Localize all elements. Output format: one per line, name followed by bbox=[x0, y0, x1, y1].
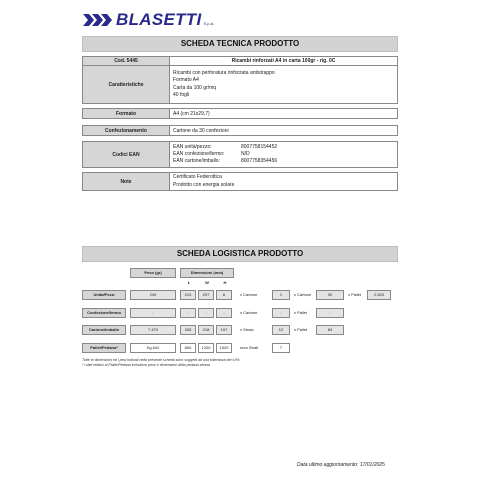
confezionamento-label: Confezionamento bbox=[83, 126, 170, 136]
company-logo bbox=[83, 10, 214, 30]
dim-w-cell: - bbox=[198, 308, 214, 318]
feature-line: Carta da 100 gr/mq bbox=[173, 84, 217, 91]
note-line: Certificato Federottica bbox=[173, 174, 222, 181]
dim-l-cell: 305 bbox=[180, 325, 196, 335]
feature-line: Formato A4 bbox=[173, 77, 199, 84]
ean-value: N/D bbox=[241, 150, 250, 157]
dim-l-cell: 210 bbox=[180, 290, 196, 300]
ean-value: 8007758154452 bbox=[241, 143, 278, 150]
w-header: W bbox=[205, 280, 209, 285]
row-label-cartone: Cartone/imballo bbox=[82, 325, 126, 335]
feature-line: 40 fogli bbox=[173, 91, 190, 98]
note-label: Note bbox=[83, 173, 170, 191]
formato-label: Formato bbox=[83, 109, 170, 119]
note-line: * I dati relativi al Pallet/Pedana includono peso e dimensioni della pedana stessa bbox=[82, 363, 211, 367]
logistic-notes bbox=[82, 358, 402, 368]
ean-value: 8007758354456 bbox=[241, 158, 278, 165]
ean-entry bbox=[173, 158, 394, 165]
ean-key: EAN unità/pezzo: bbox=[173, 143, 212, 150]
row-label-confezione: Confezione/fermo bbox=[82, 308, 126, 318]
qty-tag: x Pallet bbox=[348, 292, 362, 297]
weight-cell: 249 bbox=[130, 290, 176, 300]
note-value bbox=[170, 173, 398, 191]
dim-h-cell: 6 bbox=[216, 290, 232, 300]
ean-entry bbox=[173, 144, 394, 151]
qty-tag: x Cartone bbox=[294, 292, 312, 297]
dimensions-header: Dimensioni (mm) bbox=[180, 268, 234, 278]
note-line: Prodotto con energia solare bbox=[173, 181, 235, 188]
qty-cell: - bbox=[316, 308, 344, 318]
qty-cell: 84 bbox=[316, 325, 344, 335]
dim-h-cell: - bbox=[216, 308, 232, 318]
row-label-unita: Unità/Pezzi bbox=[82, 290, 126, 300]
dim-h-cell: 1529 bbox=[216, 343, 232, 353]
ean-entry bbox=[173, 151, 394, 158]
qty-tag: x Cartone bbox=[240, 310, 258, 315]
logo-suffix: S.p.A. bbox=[203, 20, 215, 26]
dim-h-cell: 197 bbox=[216, 325, 232, 335]
formato-value: A4 (cm 21x29,7) bbox=[170, 109, 398, 119]
dim-w-cell: 218 bbox=[198, 325, 214, 335]
weight-header: Peso (gr) bbox=[130, 268, 176, 278]
logo-text: BLASETTI bbox=[116, 10, 202, 29]
qty-tag: num Strati bbox=[240, 345, 259, 350]
qty-cell: 12 bbox=[272, 325, 290, 335]
tech-section-title: SCHEDA TECNICA PRODOTTO bbox=[82, 36, 398, 52]
chevron-logo-icon bbox=[83, 12, 115, 28]
ean-label: Codici EAN bbox=[83, 142, 170, 168]
caratteristiche-label: Caratteristiche bbox=[83, 66, 170, 104]
dim-w-cell: 297 bbox=[198, 290, 214, 300]
qty-cell: - bbox=[272, 308, 290, 318]
row-label-pallet: Pallet/Pedana* bbox=[82, 343, 126, 353]
ean-values bbox=[170, 142, 398, 168]
qty-cell: 7 bbox=[272, 343, 290, 353]
confezionamento-value: Cartone da 30 confezioni bbox=[170, 126, 398, 136]
ean-key: EAN cartone/imballo: bbox=[173, 158, 220, 165]
qty-cell: 2.520 bbox=[367, 290, 391, 300]
l-header: L bbox=[187, 280, 191, 285]
dim-w-cell: 1200 bbox=[198, 343, 214, 353]
qty-cell: 30 bbox=[316, 290, 344, 300]
qty-tag: x Cartone bbox=[240, 292, 258, 297]
qty-tag: x Pallet bbox=[294, 310, 308, 315]
h-header: H bbox=[223, 280, 227, 285]
tech-table bbox=[82, 56, 398, 191]
qty-tag: x Pallet bbox=[294, 327, 308, 332]
product-code: Cod. 5445 bbox=[83, 57, 170, 66]
weight-cell: Kg 642 bbox=[130, 343, 176, 353]
dim-l-cell: - bbox=[180, 308, 196, 318]
logistic-section-title: SCHEDA LOGISTICA PRODOTTO bbox=[82, 246, 398, 262]
product-name: Ricambi rinforzati A4 in carta 100gr - rig. 0C bbox=[170, 57, 398, 66]
weight-cell: 7.470 bbox=[130, 325, 176, 335]
qty-cell: 1 bbox=[272, 290, 290, 300]
weight-cell: - bbox=[130, 308, 176, 318]
qty-tag: x Strato bbox=[240, 327, 254, 332]
note-line: Tutte le dimensioni ed i pesi indicati nella presente scheda sono soggetti ad una tolleranza del ±3% bbox=[82, 358, 240, 362]
caratteristiche-value bbox=[170, 66, 398, 104]
dim-l-cell: 800 bbox=[180, 343, 196, 353]
feature-line: Ricambi con perforatura rinforzata antistrappo bbox=[173, 70, 275, 77]
last-update-text: Data ultimo aggiornamento: 17/01/2025 bbox=[297, 462, 385, 468]
ean-key: EAN confezione/fermo: bbox=[173, 150, 225, 157]
